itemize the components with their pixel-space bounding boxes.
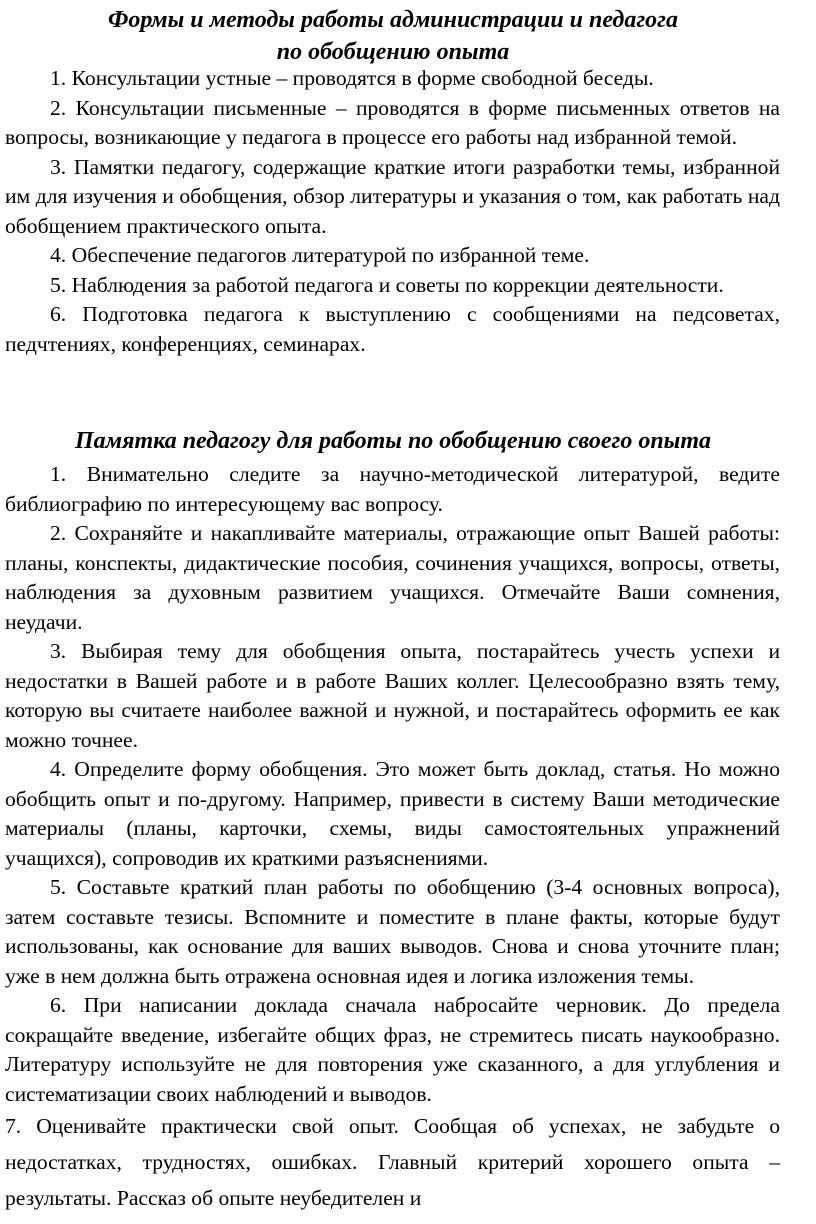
list-item: 1. Внимательно следите за научно-методической литературой, ведите библиографию по интересующему вас вопросу. [5, 462, 780, 516]
list-item: 5. Составьте краткий план работы по обобщению (3-4 основных вопроса), затем составьте тезисы. Вспомните и поместите в плане факты, которые будут использованы, как основание для ваших выводов. Снова и снова уточните план; уже в нем должна быть отражена основная идея и логика изложения темы. [5, 875, 780, 988]
section-title-line-2: по обобщению опыта [276, 39, 510, 65]
list-item: 7. Оценивайте практически свой опыт. Сообщая об успехах, не забудьте о недостатках, трудностях, ошибках. Главный критерий хорошего опыта – результаты. Рассказ об опыте неубедителен и [5, 1114, 780, 1210]
list-item: 6. Подготовка педагога к выступлению с сообщениями на педсоветах, педчтениях, конференциях, семинарах. [5, 302, 780, 356]
list-item: 3. Памятки педагогу, содержащие краткие итоги разработки темы, избранной им для изучения и обобщения, обзор литературы и указания о том, как работать над обобщением практического опыта. [5, 154, 780, 238]
section-title-teacher-memo: Памятка педагогу для работы по обобщению своего опыта [74, 428, 711, 454]
section-title-forms-methods [0, 4, 786, 68]
list-item: 3. Выбирая тему для обобщения опыта, постарайтесь учесть успехи и недостатки в Вашей работе и в работе Ваших коллег. Целесообразно взять тему, которую вы считаете наиболее важной и нужной, и постарайтесь оформить ее как можно точнее. [5, 639, 780, 752]
list-item: 1. Консультации устные – проводятся в форме свободной беседы. [50, 66, 654, 90]
list-item: 4. Обеспечение педагогов литературой по избранной теме. [50, 243, 590, 267]
forms-methods-list [5, 64, 780, 359]
teacher-memo-list [5, 460, 780, 1109]
section-title-line-1: Формы и методы работы администрации и педагога [107, 7, 679, 33]
list-item: 2. Сохраняйте и накапливайте материалы, отражающие опыт Вашей работы: планы, конспекты, дидактические пособия, сочинения учащихся, вопросы, ответы, наблюдения за духовным развитием учащихся. Отмечайте Ваши сомнения, неудачи. [5, 521, 780, 634]
list-item: 2. Консультации письменные – проводятся в форме письменных ответов на вопросы, возникающие у педагога в процессе его работы над избранной темой. [5, 95, 780, 149]
list-item: 4. Определите форму обобщения. Это может быть доклад, статья. Но можно обобщить опыт и по-другому. Например, привести в систему Ваши методические материалы (планы, карточки, схемы, виды самостоятельных упражнений учащихся), сопроводив их краткими разъяснениями. [5, 757, 780, 870]
list-item: 6. При написании доклада сначала набросайте черновик. До предела сокращайте введение, избегайте общих фраз, не стремитесь писать наукообразно. Литературу используйте не для повторения уже сказанного, а для углубления и систематизации своих наблюдений и выводов. [5, 993, 780, 1106]
list-item: 5. Наблюдения за работой педагога и советы по коррекции деятельности. [50, 272, 724, 297]
teacher-memo-item-7 [5, 1108, 780, 1216]
